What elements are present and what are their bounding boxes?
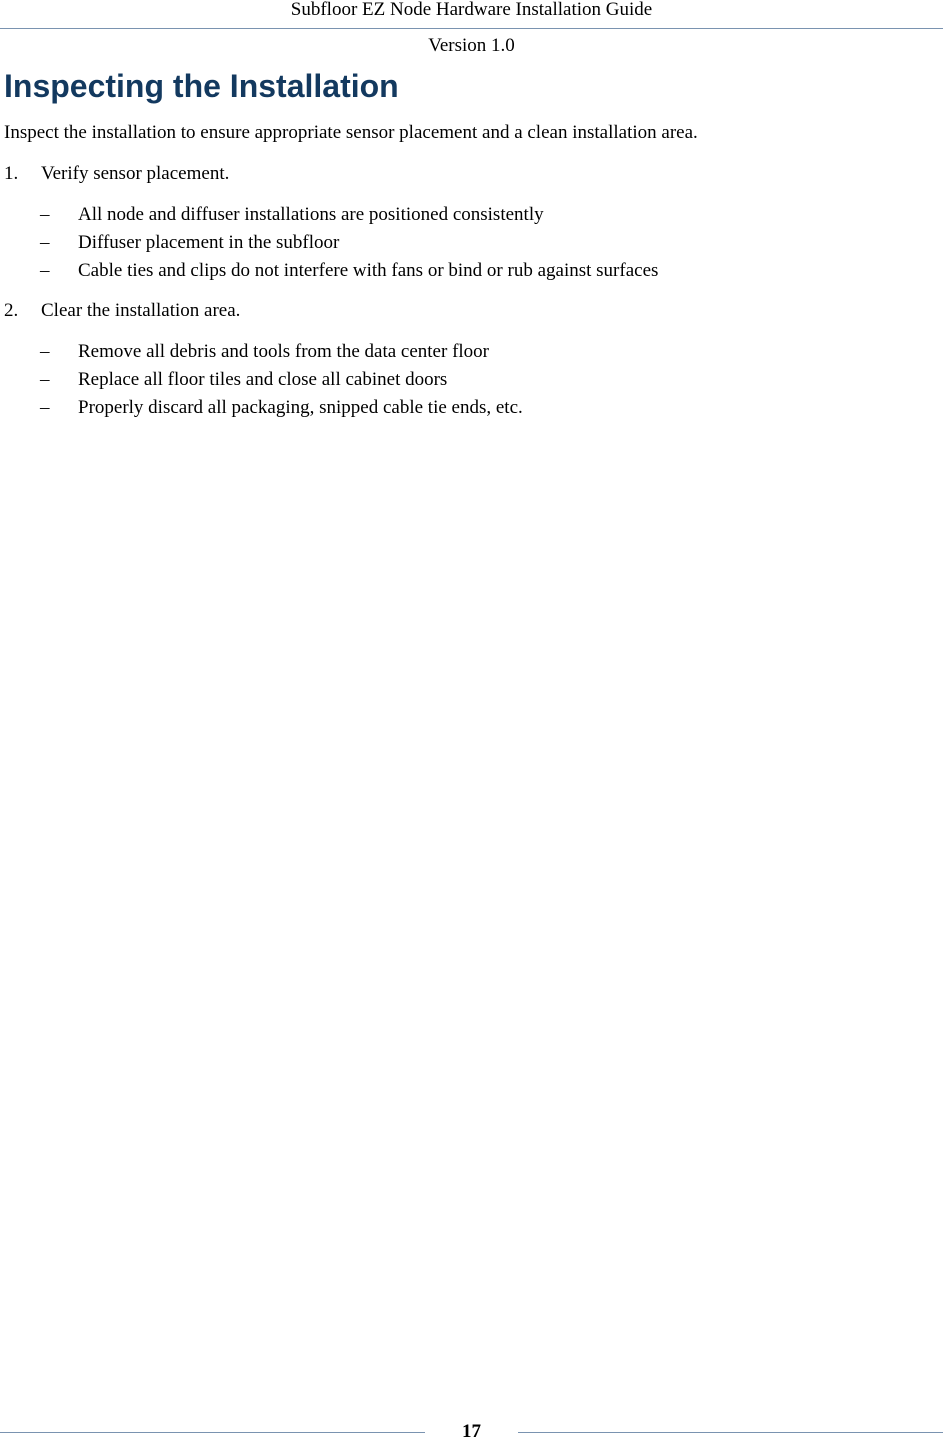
document-title: Subfloor EZ Node Hardware Installation Guide: [290, 0, 653, 20]
dash-bullet: –: [40, 204, 50, 225]
dash-bullet: –: [40, 397, 50, 418]
list-item-text: All node and diffuser installations are positioned consistently: [78, 204, 544, 225]
list-item-text: Properly discard all packaging, snipped cable tie ends, etc.: [78, 397, 523, 418]
document-version: Version 1.0: [428, 35, 515, 56]
intro-paragraph: Inspect the installation to ensure appropriate sensor placement and a clean installation area.: [4, 122, 698, 143]
list-item-text: Diffuser placement in the subfloor: [78, 232, 340, 253]
step-item: [4, 298, 240, 324]
step-text: Verify sensor placement.: [41, 163, 230, 184]
footer-divider-left: [0, 1432, 425, 1433]
step-number: 2.: [4, 300, 19, 321]
list-item: [40, 230, 339, 256]
step-number: 1.: [4, 163, 19, 184]
list-item-text: Cable ties and clips do not interfere with fans or bind or rub against surfaces: [78, 260, 659, 281]
step-item: [4, 161, 229, 187]
dash-bullet: –: [40, 341, 50, 362]
page-number: 17: [462, 1421, 481, 1442]
dash-bullet: –: [40, 232, 50, 253]
list-item: [40, 395, 523, 421]
header-divider: [0, 28, 943, 29]
list-item: [40, 339, 489, 365]
list-item-text: Replace all floor tiles and close all cabinet doors: [78, 369, 448, 390]
list-item-text: Remove all debris and tools from the data center floor: [78, 341, 490, 362]
list-item: [40, 367, 447, 393]
list-item: [40, 202, 544, 228]
footer-divider-right: [518, 1432, 943, 1433]
dash-bullet: –: [40, 369, 50, 390]
step-text: Clear the installation area.: [41, 300, 241, 321]
page-title: Inspecting the Installation: [4, 68, 399, 104]
dash-bullet: –: [40, 260, 50, 281]
list-item: [40, 258, 658, 284]
